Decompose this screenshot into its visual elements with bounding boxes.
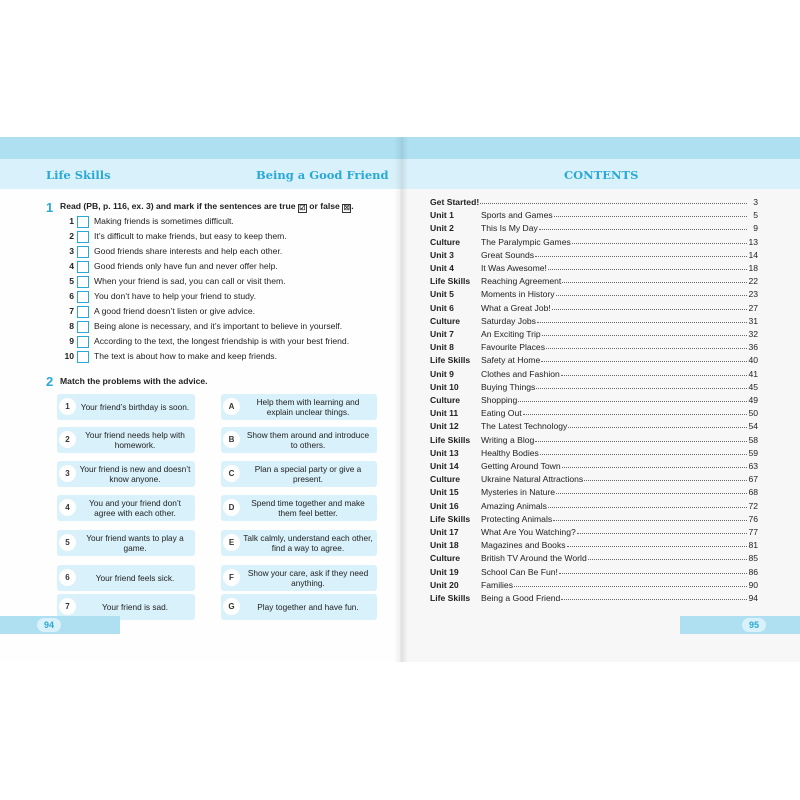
- false-checkbox-icon: ☒: [343, 205, 350, 212]
- advice-card: [221, 427, 377, 453]
- dot-leader: [548, 268, 747, 270]
- problem-card: [57, 565, 195, 591]
- contents-entry-title: British TV Around the World: [481, 553, 587, 564]
- problem-card: [57, 427, 195, 453]
- contents-entry-title: Get Started!: [430, 197, 480, 207]
- contents-unit-label: Unit 7: [430, 329, 454, 339]
- contents-entry: [430, 197, 758, 210]
- contents-entry: [430, 263, 758, 276]
- footer-band: [680, 616, 800, 634]
- dot-leader: [562, 281, 747, 283]
- dot-leader: [577, 532, 747, 534]
- problem-text: Your friend’s birthday is soon.: [80, 402, 190, 412]
- contents-entry-title: Buying Things: [481, 381, 536, 392]
- contents-title-line: [481, 316, 748, 326]
- contents-page-number: 90: [748, 579, 758, 590]
- contents-entry: [430, 329, 758, 342]
- contents-title-line: [481, 369, 748, 379]
- contents-unit-label: Life Skills: [430, 434, 471, 445]
- contents-page-number: 32: [748, 329, 758, 339]
- contents-page-number: 27: [748, 302, 758, 313]
- top-band: [0, 137, 400, 159]
- contents-entry: [430, 342, 758, 355]
- statement-number: 5: [69, 276, 74, 286]
- dot-leader: [588, 558, 747, 560]
- contents-entry: [430, 514, 758, 527]
- contents-entry-title: Moments in History: [481, 289, 555, 300]
- problem-number: 7: [59, 598, 76, 615]
- dot-leader: [568, 426, 747, 428]
- contents-title-line: [481, 342, 748, 352]
- statement-text: Making friends is sometimes difficult.: [94, 216, 234, 226]
- contents-title-line: [481, 487, 748, 497]
- contents-entry: [430, 316, 758, 329]
- contents-page-number: 41: [748, 368, 758, 379]
- contents-unit-label: Unit 4: [430, 263, 454, 273]
- contents-title-line: [481, 474, 748, 484]
- problem-text: Your friend is new and doesn’t know anyone.: [79, 464, 191, 484]
- top-band: [400, 137, 800, 159]
- contents-entry-title: This Is My Day: [481, 223, 538, 234]
- advice-text: Show them around and introduce to others.: [246, 430, 370, 450]
- contents-entry-title: What a Great Job!: [481, 302, 551, 313]
- contents-title-line: [481, 567, 748, 577]
- contents-page-number: 63: [748, 461, 758, 471]
- dot-leader: [553, 519, 747, 521]
- contents-entry: [430, 303, 758, 316]
- contents-unit-label: Unit 1: [430, 210, 454, 221]
- contents-page-number: 3: [753, 197, 758, 207]
- contents-page-number: 59: [748, 447, 758, 458]
- contents-title-line: [481, 303, 748, 313]
- contents-entry-title: An Exciting Trip: [481, 329, 541, 339]
- dot-leader: [567, 545, 747, 547]
- contents-entry-title: Great Sounds: [481, 249, 535, 260]
- problem-text: Your friend is sad.: [101, 602, 169, 612]
- contents-page-number: 14: [748, 249, 758, 260]
- dot-leader: [556, 294, 747, 296]
- advice-letter: C: [223, 465, 240, 482]
- dot-leader: [584, 479, 747, 481]
- contents-page-number: 94: [748, 593, 758, 603]
- contents-entry-title: Amazing Animals: [481, 500, 547, 511]
- page-number: 94: [37, 618, 61, 632]
- contents-unit-label: Unit 15: [430, 487, 459, 498]
- advice-card: [221, 530, 377, 556]
- contents-entry-title: Safety at Home: [481, 355, 541, 366]
- contents-page-number: 86: [748, 566, 758, 577]
- statement-number: 10: [64, 351, 74, 361]
- statement-text: Being alone is necessary, and it’s important to believe in yourself.: [94, 321, 343, 331]
- contents-title-line: [481, 355, 748, 365]
- contents-page-number: 9: [753, 223, 758, 234]
- contents-title-line: [481, 395, 748, 405]
- contents-entry-title: The Latest Technology: [481, 421, 568, 432]
- contents-entry: [430, 382, 758, 395]
- contents-page-number: 54: [748, 421, 758, 432]
- contents-title-line: [481, 540, 748, 550]
- contents-title-line: [430, 197, 748, 207]
- contents-unit-label: Unit 9: [430, 368, 454, 379]
- contents-page-number: 13: [748, 236, 758, 247]
- contents-entry: [430, 527, 758, 540]
- advice-letter: A: [223, 398, 240, 415]
- contents-unit-label: Unit 13: [430, 447, 459, 458]
- contents-page-number: 45: [748, 381, 758, 392]
- dot-leader: [542, 334, 747, 336]
- contents-page-number: 5: [753, 210, 758, 221]
- problem-text: You and your friend don’t agree with each other.: [89, 498, 181, 518]
- statement-number: 4: [69, 261, 74, 271]
- contents-unit-label: Unit 5: [430, 289, 454, 300]
- advice-text: Play together and have fun.: [257, 602, 359, 612]
- statement-number: 7: [69, 306, 74, 316]
- problem-number: 4: [59, 499, 76, 516]
- statement-number: 9: [69, 336, 74, 346]
- contents-page-number: 50: [748, 408, 758, 419]
- statement-text: You don’t have to help your friend to study.: [94, 291, 256, 301]
- contents-entry-title: Getting Around Town: [481, 461, 561, 471]
- contents-unit-label: Unit 11: [430, 408, 459, 419]
- contents-unit-label: Unit 16: [430, 500, 459, 511]
- problem-number: 6: [59, 569, 76, 586]
- contents-title-line: [481, 289, 748, 299]
- contents-unit-label: Unit 17: [430, 527, 459, 537]
- contents-unit-label: Culture: [430, 553, 461, 564]
- contents-unit-label: Unit 3: [430, 249, 454, 260]
- contents-entry-title: The Paralympic Games: [481, 236, 571, 247]
- contents-entry: [430, 567, 758, 580]
- contents-title-line: [481, 527, 748, 537]
- statement-text: According to the text, the longest friendship is with your best friend.: [94, 336, 350, 346]
- contents-entry-title: School Can Be Fun!: [481, 566, 558, 577]
- contents-entry: [430, 580, 758, 593]
- contents-unit-label: Unit 14: [430, 461, 459, 471]
- statement-number: 8: [69, 321, 74, 331]
- contents-entry: [430, 461, 758, 474]
- contents-page-number: 76: [748, 513, 758, 524]
- contents-unit-label: Culture: [430, 474, 461, 485]
- contents-page-number: 31: [748, 315, 758, 326]
- advice-text: Show your care, ask if they need anything.: [247, 568, 369, 588]
- answer-checkbox[interactable]: [77, 321, 89, 333]
- contents-entry-title: Ukraine Natural Attractions: [481, 474, 584, 485]
- contents-entry-title: Healthy Bodies: [481, 447, 539, 458]
- dot-leader: [559, 572, 747, 574]
- contents-title-line: [481, 461, 748, 471]
- problem-card: [57, 530, 195, 556]
- exercise-1-instruction: [60, 201, 354, 213]
- contents-entry: [430, 250, 758, 263]
- answer-checkbox[interactable]: [77, 231, 89, 243]
- statement-text: Good friends only have fun and never offer help.: [94, 261, 278, 271]
- contents-title-line: [481, 435, 748, 445]
- contents-unit-label: Culture: [430, 236, 461, 247]
- contents-entry-title: Mysteries in Nature: [481, 487, 556, 498]
- contents-entry: [430, 487, 758, 500]
- contents-entry: [430, 448, 758, 461]
- dot-leader: [535, 255, 747, 257]
- advice-card: [221, 394, 377, 420]
- contents-page-number: 67: [748, 474, 758, 485]
- answer-checkbox[interactable]: [77, 246, 89, 258]
- contents-title-line: [481, 263, 748, 273]
- advice-card: [221, 594, 377, 620]
- contents-unit-label: Unit 10: [430, 381, 459, 392]
- contents-entry-title: Writing a Blog: [481, 434, 535, 445]
- contents-entry-title: Favourite Places: [481, 342, 546, 353]
- dot-leader: [548, 506, 747, 508]
- instruction-text: or false: [309, 201, 340, 211]
- contents-page-number: 68: [748, 487, 758, 498]
- contents-unit-label: Life Skills: [430, 593, 471, 603]
- contents-entry-title: Being a Good Friend: [481, 593, 561, 603]
- instruction-text: .: [351, 201, 354, 211]
- contents-title-line: [481, 250, 748, 260]
- contents-unit-label: Life Skills: [430, 355, 471, 366]
- contents-title-line: [481, 210, 748, 220]
- dot-leader: [514, 585, 747, 587]
- contents-title-line: [481, 329, 748, 339]
- advice-letter: B: [223, 431, 240, 448]
- contents-page-number: 81: [748, 540, 758, 551]
- statement-text: When your friend is sad, you can call or visit them.: [94, 276, 286, 286]
- contents-title-line: [481, 593, 748, 603]
- exercise-2-instruction: Match the problems with the advice.: [60, 376, 208, 386]
- contents-unit-label: Life Skills: [430, 276, 471, 287]
- statement-number: 2: [69, 231, 74, 241]
- contents-title-line: [481, 580, 748, 590]
- answer-checkbox[interactable]: [77, 216, 89, 228]
- dot-leader: [562, 466, 747, 468]
- answer-checkbox[interactable]: [77, 276, 89, 288]
- contents-entry: [430, 408, 758, 421]
- contents-entry: [430, 289, 758, 302]
- contents-page-number: 22: [748, 276, 758, 287]
- contents-entry-title: Clothes and Fashion: [481, 368, 560, 379]
- statement-number: 6: [69, 291, 74, 301]
- exercise-2-number: 2: [46, 374, 54, 389]
- contents-unit-label: Unit 12: [430, 421, 459, 432]
- answer-checkbox[interactable]: [77, 291, 89, 303]
- contents-entry: [430, 355, 758, 368]
- statement-number: 1: [69, 216, 74, 226]
- problem-text: Your friend wants to play a game.: [86, 533, 184, 553]
- contents-page-number: 40: [748, 355, 758, 366]
- statement-text: A good friend doesn’t listen or give advice.: [94, 306, 255, 316]
- contents-title-line: [481, 382, 748, 392]
- contents-page-number: 23: [748, 289, 758, 300]
- advice-text: Talk calmly, understand each other, find a way to agree.: [243, 533, 373, 553]
- dot-leader: [561, 374, 747, 376]
- instruction-text: Read (PB, p. 116, ex. 3) and mark if the sentences are true: [60, 201, 296, 211]
- contents-unit-label: Unit 18: [430, 540, 459, 551]
- contents-title-line: [481, 223, 748, 233]
- contents-entry-title: What Are You Watching?: [481, 527, 576, 537]
- statement-text: The text is about how to make and keep friends.: [94, 351, 277, 361]
- dot-leader: [536, 387, 747, 389]
- contents-entry-title: Families: [481, 579, 513, 590]
- advice-text: Plan a special party or give a present.: [254, 464, 362, 484]
- dot-leader: [523, 413, 747, 415]
- contents-title-line: [481, 514, 748, 524]
- answer-checkbox[interactable]: [77, 306, 89, 318]
- contents-page-number: 58: [748, 434, 758, 445]
- problem-card: [57, 461, 195, 487]
- advice-letter: D: [223, 499, 240, 516]
- contents-page-number: 72: [748, 500, 758, 511]
- section-label: Life Skills: [46, 168, 111, 182]
- contents-title: CONTENTS: [564, 168, 639, 182]
- advice-card: [221, 495, 377, 521]
- statement-text: It’s difficult to make friends, but easy to keep them.: [94, 231, 287, 241]
- dot-leader: [518, 400, 747, 402]
- contents-title-line: [481, 448, 748, 458]
- contents-entry: [430, 553, 758, 566]
- answer-checkbox[interactable]: [77, 261, 89, 273]
- problem-text: Your friend feels sick.: [95, 573, 175, 583]
- contents-entry: [430, 474, 758, 487]
- advice-letter: F: [223, 569, 240, 586]
- dot-leader: [539, 228, 747, 230]
- dot-leader: [572, 242, 747, 244]
- contents-entry: [430, 276, 758, 289]
- contents-entry-title: Protecting Animals: [481, 513, 553, 524]
- contents-entry-title: Shopping: [481, 395, 518, 405]
- contents-title-line: [481, 421, 748, 431]
- problem-card: [57, 394, 195, 420]
- left-page: [0, 137, 400, 662]
- contents-entry-title: Sports and Games: [481, 210, 553, 221]
- problem-text: Your friend needs help with homework.: [85, 430, 185, 450]
- dot-leader: [546, 347, 747, 349]
- advice-text: Spend time together and make them feel better.: [251, 498, 365, 518]
- advice-letter: G: [223, 598, 240, 615]
- contents-page-number: 18: [748, 263, 758, 273]
- problem-number: 2: [59, 431, 76, 448]
- statement-number: 3: [69, 246, 74, 256]
- contents-title-line: [481, 408, 748, 418]
- contents-unit-label: Unit 8: [430, 342, 454, 353]
- problem-number: 1: [59, 398, 76, 415]
- contents-unit-label: Life Skills: [430, 513, 471, 524]
- contents-entry: [430, 395, 758, 408]
- problem-number: 3: [59, 465, 76, 482]
- page-title: Being a Good Friend: [256, 168, 389, 182]
- dot-leader: [556, 492, 747, 494]
- contents-entry: [430, 435, 758, 448]
- dot-leader: [535, 440, 747, 442]
- advice-text: Help them with learning and explain unclear things.: [256, 397, 360, 417]
- contents-entry: [430, 501, 758, 514]
- problem-card: [57, 495, 195, 521]
- book-spine: [394, 137, 408, 662]
- contents-entry-title: Reaching Agreement: [481, 276, 562, 287]
- contents-title-line: [481, 237, 748, 247]
- contents-page-number: 49: [748, 395, 758, 405]
- contents-unit-label: Culture: [430, 395, 461, 405]
- contents-unit-label: Unit 19: [430, 566, 459, 577]
- contents-entry: [430, 210, 758, 223]
- statement-text: Good friends share interests and help each other.: [94, 246, 283, 256]
- contents-unit-label: Culture: [430, 315, 461, 326]
- advice-letter: E: [223, 534, 240, 551]
- contents-title-line: [481, 276, 748, 286]
- dot-leader: [537, 321, 747, 323]
- advice-card: [221, 461, 377, 487]
- dot-leader: [552, 308, 747, 310]
- dot-leader: [480, 202, 747, 204]
- exercise-1-number: 1: [46, 200, 54, 215]
- contents-entry: [430, 421, 758, 434]
- contents-entry: [430, 369, 758, 382]
- contents-unit-label: Unit 20: [430, 579, 459, 590]
- open-workbook-spread: [0, 137, 800, 662]
- contents-title-line: [481, 553, 748, 563]
- advice-card: [221, 565, 377, 591]
- dot-leader: [554, 215, 747, 217]
- contents-page-number: 85: [748, 553, 758, 564]
- dot-leader: [541, 360, 747, 362]
- answer-checkbox[interactable]: [77, 336, 89, 348]
- contents-entry-title: Saturday Jobs: [481, 315, 536, 326]
- problem-number: 5: [59, 534, 76, 551]
- dot-leader: [561, 598, 747, 600]
- contents-unit-label: Unit 6: [430, 302, 454, 313]
- contents-page-number: 36: [748, 342, 758, 353]
- contents-unit-label: Unit 2: [430, 223, 454, 234]
- contents-entry: [430, 593, 758, 606]
- contents-title-line: [481, 501, 748, 511]
- contents-entry: [430, 223, 758, 236]
- contents-entry: [430, 540, 758, 553]
- true-checkbox-icon: ☑: [299, 205, 306, 212]
- dot-leader: [540, 453, 747, 455]
- contents-entry-title: It Was Awesome!: [481, 263, 547, 273]
- contents-entry-title: Magazines and Books: [481, 540, 566, 551]
- contents-page-number: 77: [748, 527, 758, 537]
- contents-entry: [430, 237, 758, 250]
- answer-checkbox[interactable]: [77, 351, 89, 363]
- contents-entry-title: Eating Out: [481, 408, 522, 419]
- page-number: 95: [742, 618, 766, 632]
